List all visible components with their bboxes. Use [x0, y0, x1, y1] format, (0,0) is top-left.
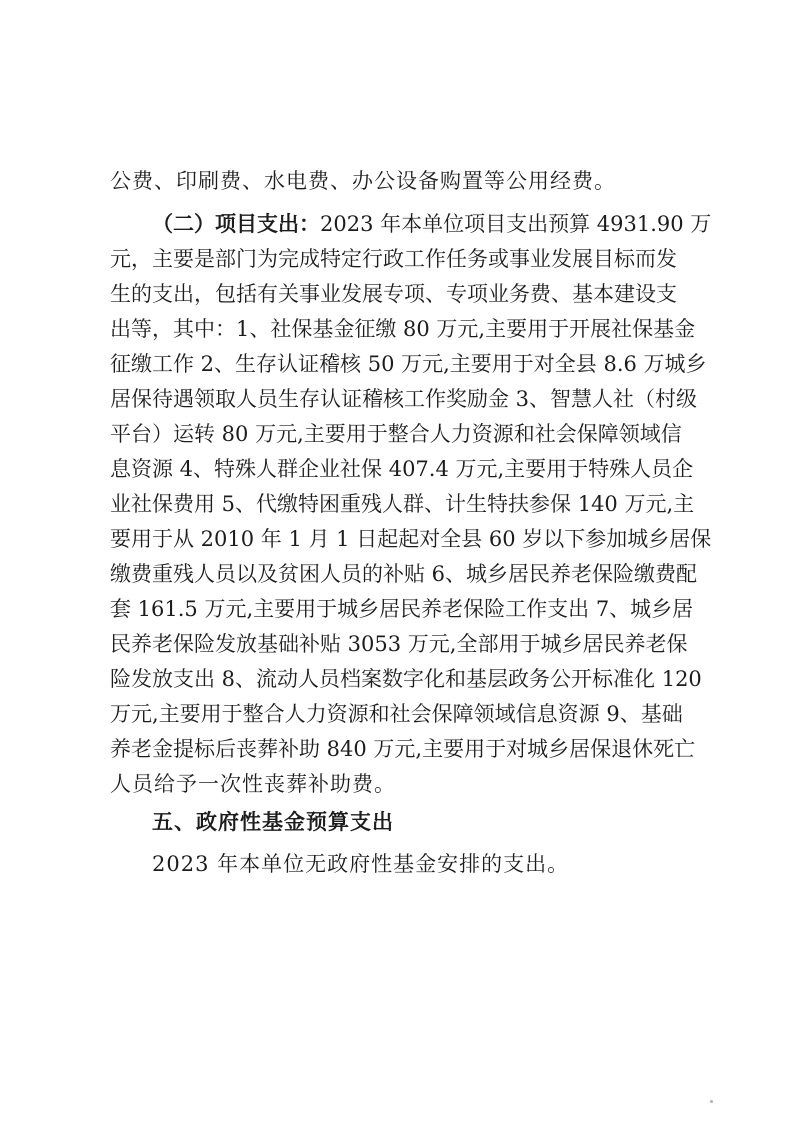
continuation-line: 公费、印刷费、水电费、办公设备购置等公用经费。 [110, 169, 616, 193]
scan-speck [710, 1100, 713, 1103]
section-five-heading: 五、政府性基金预算支出 [152, 810, 394, 834]
paragraph-line: 生的支出，包括有关事业发展专项、专项业务费、基本建设支 [110, 282, 677, 306]
project-expenditure-first-text: 2023 年本单位项目支出预算 4931.90 万 [320, 212, 712, 236]
paragraph-line: 缴费重残人员以及贫困人员的补贴 6、城乡居民养老保险缴费配 [110, 562, 698, 586]
paragraph-line: 险发放支出 8、流动人员档案数字化和基层政务公开标准化 120 [110, 667, 702, 691]
paragraph-line: 息资源 4、特殊人群企业社保 407.4 万元,主要用于特殊人员企 [110, 457, 694, 481]
paragraph-line: 要用于从 2010 年 1 月 1 日起起对全县 60 岁以下参加城乡居保 [110, 527, 712, 551]
section-five-body: 2023 年本单位无政府性基金安排的支出。 [152, 852, 570, 876]
project-expenditure-label: （二）项目支出： [152, 212, 320, 236]
paragraph-line: 套 161.5 万元,主要用于城乡居民养老保险工作支出 7、城乡居 [110, 597, 694, 621]
paragraph-line: 万元,主要用于整合人力资源和社会保障领域信息资源 9、基础 [110, 702, 683, 726]
paragraph-line: 养老金提标后丧葬补助 840 万元,主要用于对城乡居保退休死亡 [110, 737, 696, 761]
paragraph-line: 出等，其中：1、社保基金征缴 80 万元,主要用于开展社保基金 [110, 317, 696, 341]
paragraph-line: 平台）运转 80 万元,主要用于整合人力资源和社会保障领域信 [110, 422, 682, 446]
paragraph-line: 居保待遇领取人员生存认证稽核工作奖励金 3、智慧人社（村级 [110, 387, 698, 411]
paragraph-line: 民养老保险发放基础补贴 3053 万元,全部用于城乡居民养老保 [110, 632, 688, 656]
paragraph-last-line: 人员给予一次性丧葬补助费。 [110, 772, 396, 796]
paragraph-line: 业社保费用 5、代缴特困重残人群、计生特扶参保 140 万元,主 [110, 492, 695, 516]
project-expenditure-first-line [152, 210, 712, 238]
paragraph-line: 征缴工作 2、生存认证稽核 50 万元,主要用于对全县 8.6 万城乡 [110, 352, 707, 376]
paragraph-line: 元，主要是部门为完成特定行政工作任务或事业发展目标而发 [110, 247, 677, 271]
